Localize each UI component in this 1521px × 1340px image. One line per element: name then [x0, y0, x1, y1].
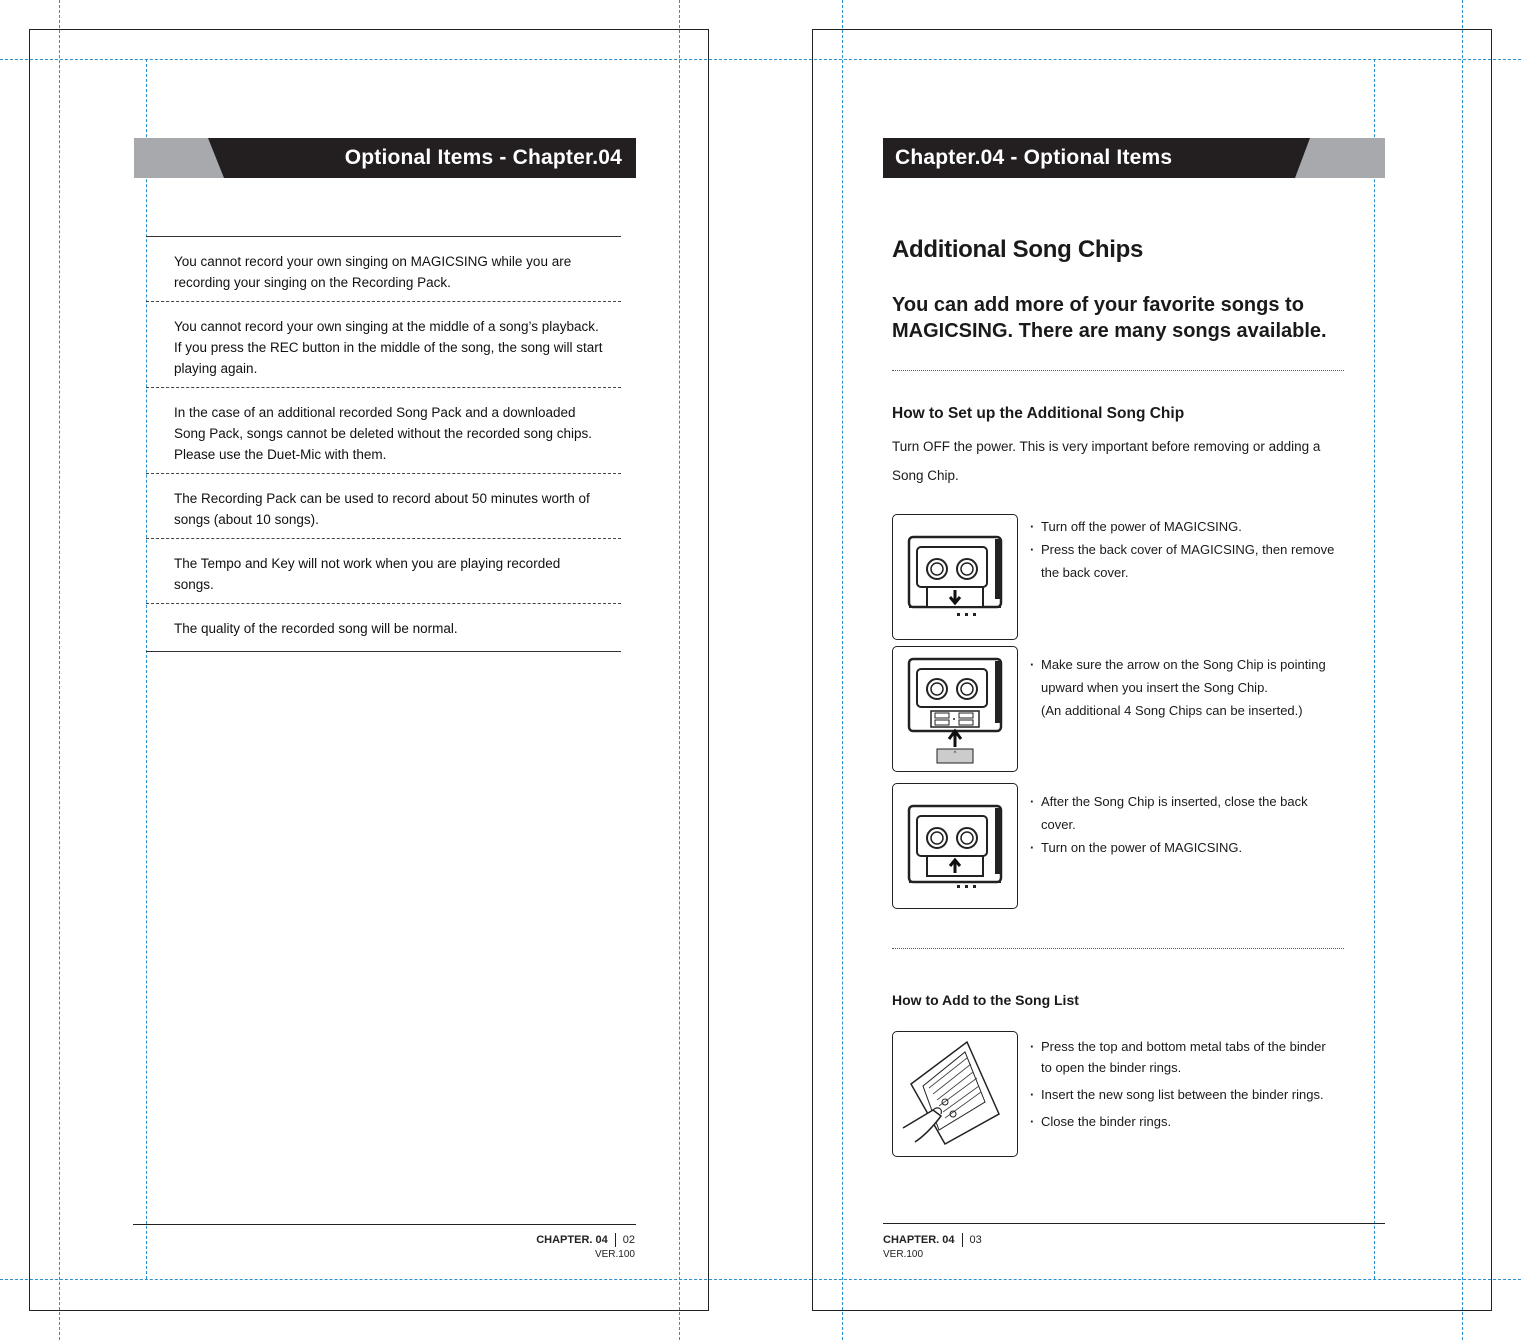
step-1-instructions — [1030, 515, 1340, 584]
step-3-bullet: · Turn on the power of MAGICSING. — [1030, 836, 1340, 859]
song-list-heading: How to Add to the Song List — [892, 992, 1079, 1008]
song-list-bullet: · Close the binder rings. — [1030, 1111, 1340, 1132]
svg-text:^: ^ — [953, 751, 957, 757]
right-footer-version: VER.100 — [883, 1249, 924, 1260]
page-subtitle: You can add more of your favorite songs to MAGICSING. There are many songs available. — [892, 294, 1327, 342]
note-item: You cannot record your own singing on MAGICSING while you are recording your singing on the Recording Pack. — [146, 237, 621, 302]
notes-list — [146, 236, 621, 652]
note-item: You cannot record your own singing at the middle of a song’s playback. If you press the REC button in the middle of the song, the song will start playing again. — [146, 302, 621, 388]
right-header-title: Chapter.04 - Optional Items — [895, 146, 1173, 169]
step-1-bullet: · Press the back cover of MAGICSING, then remove the back cover. — [1030, 538, 1340, 584]
note-item: In the case of an additional recorded Song Pack and a downloaded Song Pack, songs cannot be deleted without the recorded song chips. Please use the Duet-Mic with them. — [146, 388, 621, 474]
page-title: Additional Song Chips — [892, 236, 1144, 263]
step-3-bullet: · After the Song Chip is inserted, close the back cover. — [1030, 790, 1340, 836]
section-divider — [892, 370, 1344, 371]
step-2-bullet: · Make sure the arrow on the Song Chip is pointing upward when you insert the Song Chip. — [1030, 653, 1340, 699]
right-footer-rule — [883, 1223, 1385, 1224]
note-item: The quality of the recorded song will be normal. — [146, 604, 621, 652]
binder-rings-icon — [892, 1031, 1018, 1157]
step-3-instructions — [1030, 790, 1340, 859]
left-header-band — [134, 138, 636, 178]
left-footer-rule — [133, 1224, 636, 1225]
right-footer-page-number: 03 — [969, 1233, 982, 1246]
section-divider — [892, 948, 1344, 949]
left-footer-page-number: 02 — [622, 1233, 635, 1246]
left-footer-version: VER.100 — [594, 1249, 635, 1260]
setup-intro: Turn OFF the power. This is very important before removing or adding a Song Chip. — [892, 439, 1321, 483]
note-item: The Recording Pack can be used to record about 50 minutes worth of songs (about 10 songs). — [146, 474, 621, 539]
left-footer-chapter-label: CHAPTER. 04 — [536, 1233, 608, 1246]
right-footer-chapter-label: CHAPTER. 04 — [883, 1233, 955, 1246]
left-footer-chapter — [536, 1233, 635, 1247]
song-list-bullet: · Insert the new song list between the binder rings. — [1030, 1084, 1340, 1105]
step-2-instructions — [1030, 653, 1340, 722]
song-chip-insert-icon — [892, 646, 1018, 772]
setup-heading: How to Set up the Additional Song Chip — [892, 405, 1185, 422]
left-page-frame — [29, 29, 709, 1311]
right-footer-chapter — [883, 1233, 982, 1247]
right-header-band — [883, 138, 1385, 178]
song-list-bullet: · Press the top and bottom metal tabs of the binder to open the binder rings. — [1030, 1036, 1340, 1078]
note-item: The Tempo and Key will not work when you are playing recorded songs. — [146, 539, 621, 604]
step-1-bullet: · Turn off the power of MAGICSING. — [1030, 515, 1340, 538]
left-header-title: Optional Items - Chapter.04 — [344, 146, 622, 169]
device-back-cover-close-icon — [892, 783, 1018, 909]
step-2-note: (An additional 4 Song Chips can be inserted.) — [1041, 703, 1303, 718]
song-list-instructions — [1030, 1036, 1340, 1138]
device-back-cover-open-icon — [892, 514, 1018, 640]
